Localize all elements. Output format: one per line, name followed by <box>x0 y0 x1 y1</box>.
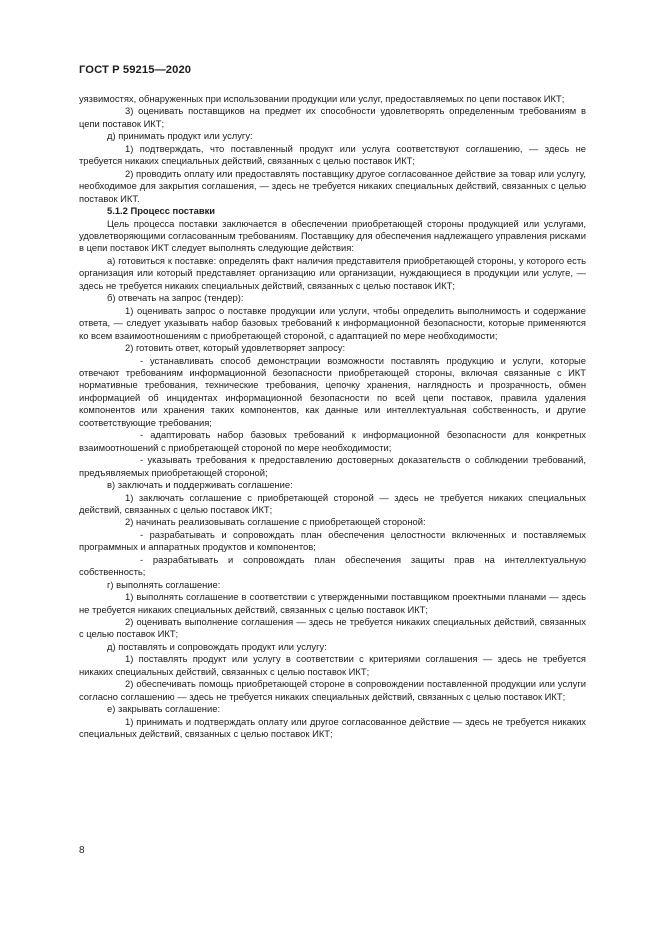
paragraph: 2) обеспечивать помощь приобретающей стороне в сопровождении поставленной продукции или услуги согласно соглашению — здесь не требуется никаких специальных действий, связанных с целью поставок ИКТ; <box>79 678 586 702</box>
paragraph: - разрабатывать и сопровождать план обеспечения целостности включенных и поставляемых программных и аппаратных продуктов и компонентов; <box>79 528 586 553</box>
page-number: 8 <box>79 845 85 856</box>
paragraph: д) поставлять и сопровождать продукт или услугу: <box>107 640 327 652</box>
paragraph: 1) оценивать запрос о поставке продукции или услуги, чтобы определить выполнимость и содержание ответа, — следует указывать набор базовых требований к информационной безопасности, которые применяются ко всем взаимоотношениям с приобретающей стороной, с адаптацией по мере необходимости; <box>79 304 586 341</box>
paragraph: Цель процесса поставки заключается в обеспечении приобретающей стороны продукцией или услугами, удовлетворяющими согласованным требованиям. Поставщику для обеспечения надлежащего управления рисками в цепи поставок ИКТ следует выполнять следующие действия: <box>79 217 586 254</box>
paragraph: - указывать требования к предоставлению достоверных доказательств о соблюдении требований, предъявляемых приобретающей стороной; <box>79 454 586 478</box>
paragraph: б) отвечать на запрос (тендер): <box>107 292 244 304</box>
paragraph: 2) оценивать выполнение соглашения — здесь не требуется никаких специальных действий, связанных с целью поставок ИКТ; <box>79 616 586 640</box>
paragraph: 1) выполнять соглашение в соответствии с утвержденными поставщиком проектными планами — здесь не требуется никаких специальных действий, связанных с целью поставок ИКТ; <box>79 591 586 615</box>
paragraph: - адаптировать набор базовых требований к информационной безопасности для конкретных взаимоотношений с приобретающей стороной по мере необходимости; <box>79 429 586 453</box>
paragraph: - разрабатывать и сопровождать план обеспечения защиты прав на интеллектуальную собственность; <box>79 553 586 578</box>
paragraph: 2) готовить ответ, который удовлетворяет запросу: <box>125 342 346 354</box>
paragraph: уязвимостях, обнаруженных при использовании продукции или услуг, предоставляемых по цепи поставок ИКТ; <box>79 93 565 104</box>
paragraph: - устанавливать способ демонстрации возможности поставлять продукцию и услуги, которые отвечают требованиям информационной безопасности приобретающей стороны, включая связанные с ИКТ нормативные требования, технические требования, цепочку хранения, наглядность и прозрачность, обмен информацией об инцидентах информационной безопасности по всей цепи поставок, правила удаления компонентов или хранения таких компонентов, как данные или интеллектуальная собственность, и другие соответствующие требования; <box>79 354 586 428</box>
paragraph: д) принимать продукт или услугу: <box>107 130 253 142</box>
document-body <box>79 93 586 741</box>
paragraph: 1) подтверждать, что поставленный продукт или услуга соответствуют соглашению, — здесь не требуется никаких специальных действий, связанных с целью поставок ИКТ; <box>79 142 586 167</box>
paragraph: а) готовиться к поставке: определять факт наличия представителя приобретающей стороны, у которого есть организация или который представляет организацию или организации, нуждающиеся в продукции или услуге, — здесь не требуется никаких специальных действий, связанных с целью поставок ИКТ; <box>79 254 586 291</box>
paragraph: 2) начинать реализовывать соглашение с приобретающей стороной: <box>125 516 426 528</box>
paragraph: 2) проводить оплату или предоставлять поставщику другое согласованное действие за товар или услугу, необходимое для закрытия соглашения, — здесь не требуется никаких специальных действий, связанных с целью поставок ИКТ. <box>79 167 586 204</box>
paragraph: г) выполнять соглашение: <box>107 578 221 590</box>
paragraph: 1) принимать и подтверждать оплату или другое согласованное действие — здесь не требуется никаких специальных действий, связанных с целью поставок ИКТ; <box>79 715 586 740</box>
section-heading: 5.1.2 Процесс поставки <box>107 205 216 217</box>
document-title: ГОСТ Р 59215—2020 <box>79 64 192 76</box>
paragraph: в) заключать и поддерживать соглашение: <box>107 479 293 491</box>
paragraph: 1) поставлять продукт или услугу в соответствии с критериями соглашения — здесь не требуется никаких специальных действий, связанных с целью поставок ИКТ; <box>79 653 586 677</box>
paragraph: 3) оценивать поставщиков на предмет их способности удовлетворять определенным требованиям в цепи поставок ИКТ; <box>79 105 586 129</box>
paragraph: 1) заключать соглашение с приобретающей стороной — здесь не требуется никаких специальных действий, связанных с целью поставок ИКТ; <box>79 491 586 515</box>
paragraph: е) закрывать соглашение: <box>107 703 221 715</box>
